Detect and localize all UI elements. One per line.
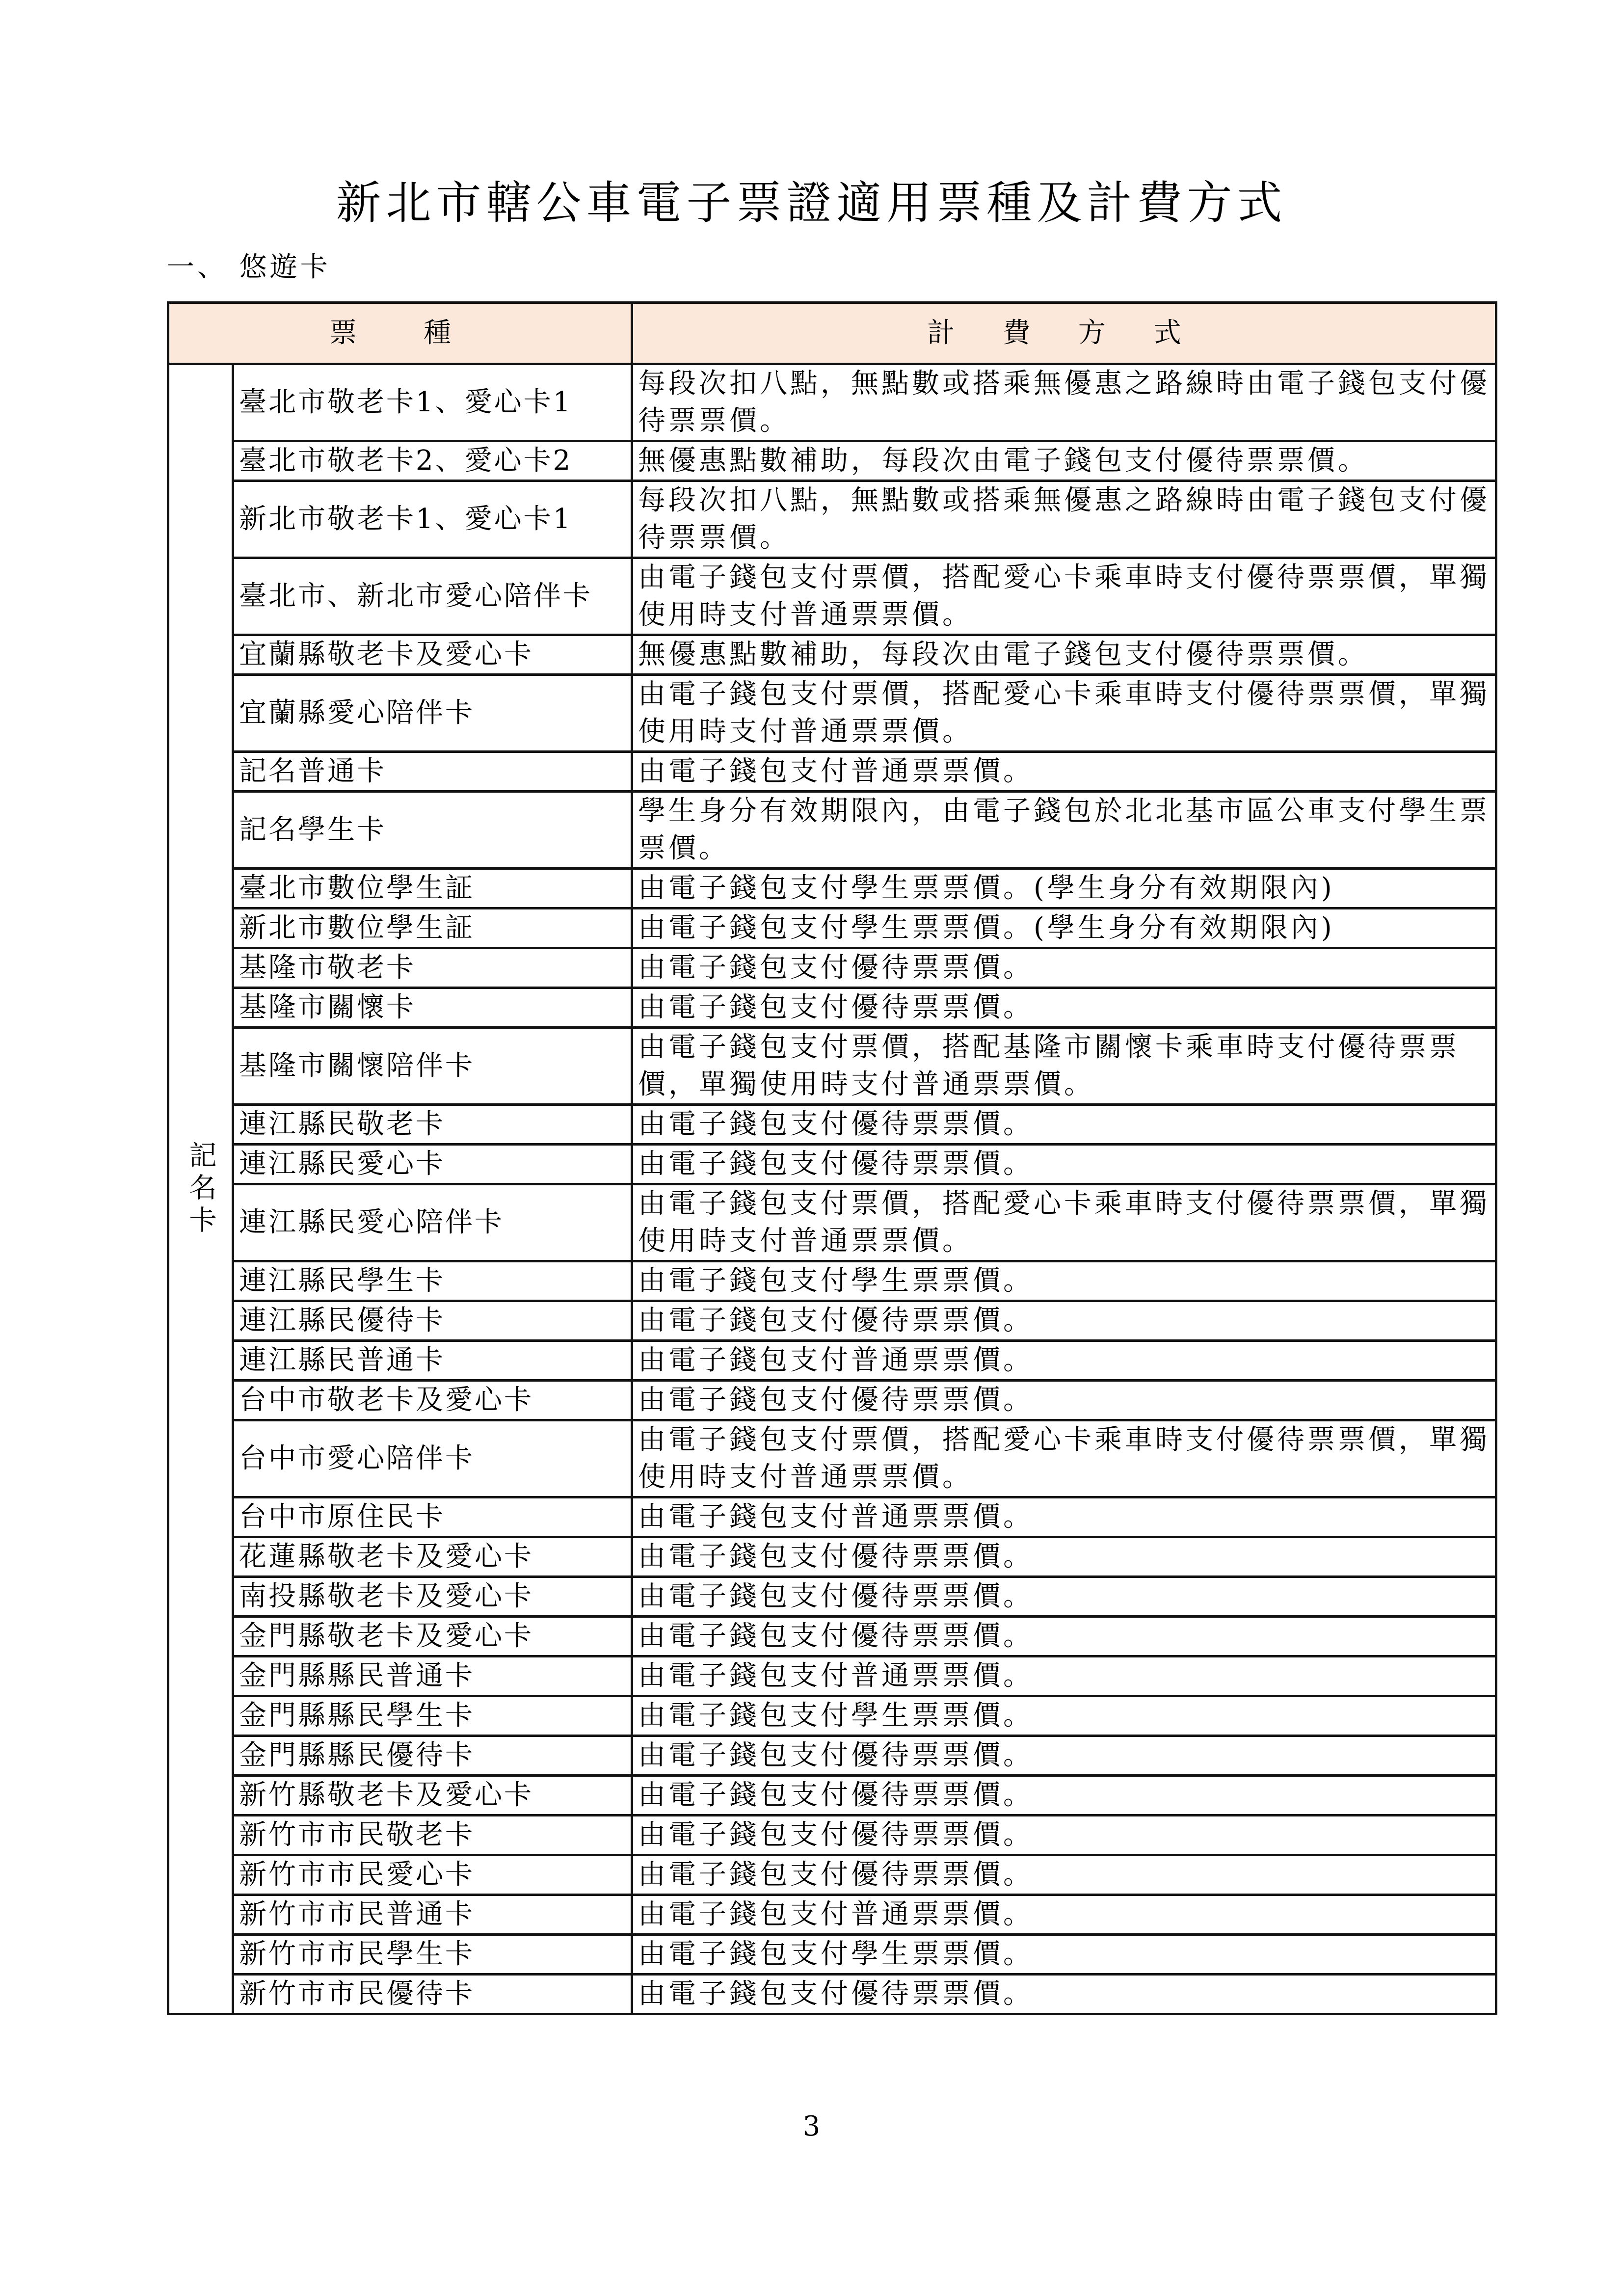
ticket-type-cell: 臺北市敬老卡1、愛心卡1 [233,364,632,441]
table-row [168,908,1496,948]
table-row [168,364,1496,441]
fare-method-cell: 每段次扣八點，無點數或搭乘無優惠之路線時由電子錢包支付優待票票價。 [632,364,1496,441]
ticket-type-cell: 花蓮縣敬老卡及愛心卡 [233,1537,632,1577]
fare-method-cell: 由電子錢包支付優待票票價。 [632,1537,1496,1577]
table-row [168,1497,1496,1537]
ticket-type-cell: 新竹市市民敬老卡 [233,1815,632,1855]
ticket-type-cell: 宜蘭縣敬老卡及愛心卡 [233,635,632,675]
section-heading: 一、 悠遊卡 [167,251,331,283]
ticket-type-cell: 新竹市市民普通卡 [233,1895,632,1935]
table-row [168,988,1496,1028]
fare-method-cell: 由電子錢包支付優待票票價。 [632,1301,1496,1341]
ticket-type-cell: 金門縣縣民普通卡 [233,1656,632,1696]
table-row [168,1261,1496,1301]
table-row [168,1028,1496,1105]
header-ticket-type: 票 種 [168,303,632,364]
ticket-type-cell: 台中市愛心陪伴卡 [233,1420,632,1497]
ticket-type-cell: 臺北市、新北市愛心陪伴卡 [233,558,632,635]
fare-method-cell: 由電子錢包支付優待票票價。 [632,1975,1496,2014]
fare-method-cell: 由電子錢包支付普通票票價。 [632,1895,1496,1935]
fare-method-cell: 由電子錢包支付普通票票價。 [632,1497,1496,1537]
header-fare-method: 計 費 方 式 [632,303,1496,364]
table-row [168,1537,1496,1577]
ticket-type-cell: 新竹縣敬老卡及愛心卡 [233,1776,632,1815]
ticket-type-cell: 連江縣民敬老卡 [233,1105,632,1145]
table-row [168,869,1496,908]
table-row [168,1381,1496,1420]
fare-method-cell: 由電子錢包支付學生票票價。 [632,1696,1496,1736]
table-row [168,441,1496,481]
fare-method-cell: 由電子錢包支付優待票票價。 [632,1105,1496,1145]
table-header-row [168,303,1496,364]
table-row [168,1696,1496,1736]
table-row [168,1975,1496,2014]
ticket-type-cell: 基隆市敬老卡 [233,948,632,988]
ticket-type-cell: 基隆市關懷陪伴卡 [233,1028,632,1105]
fare-method-cell: 由電子錢包支付學生票票價。 [632,1935,1496,1975]
fare-method-cell: 由電子錢包支付普通票票價。 [632,752,1496,792]
fare-method-cell: 由電子錢包支付學生票票價。(學生身分有效期限內) [632,908,1496,948]
fare-method-cell: 由電子錢包支付票價，搭配愛心卡乘車時支付優待票票價，單獨使用時支付普通票票價。 [632,558,1496,635]
ticket-type-cell: 連江縣民愛心陪伴卡 [233,1184,632,1261]
table-row [168,1776,1496,1815]
table-row [168,1855,1496,1895]
ticket-type-cell: 臺北市敬老卡2、愛心卡2 [233,441,632,481]
ticket-type-cell: 新北市敬老卡1、愛心卡1 [233,481,632,558]
ticket-type-cell: 台中市敬老卡及愛心卡 [233,1381,632,1420]
ticket-type-cell: 宜蘭縣愛心陪伴卡 [233,675,632,752]
fare-method-cell: 無優惠點數補助，每段次由電子錢包支付優待票票價。 [632,635,1496,675]
table-row [168,1301,1496,1341]
fare-method-cell: 由電子錢包支付學生票票價。 [632,1261,1496,1301]
table-row [168,1341,1496,1381]
table-row [168,1420,1496,1497]
document-title: 新北市轄公車電子票證適用票種及計費方式 [336,177,1287,229]
table-row [168,792,1496,869]
ticket-type-cell: 新竹市市民愛心卡 [233,1855,632,1895]
fare-method-cell: 由電子錢包支付普通票票價。 [632,1656,1496,1696]
table-row [168,1577,1496,1617]
fare-method-cell: 由電子錢包支付優待票票價。 [632,1736,1496,1776]
fare-method-cell: 每段次扣八點，無點數或搭乘無優惠之路線時由電子錢包支付優待票票價。 [632,481,1496,558]
table-row [168,1736,1496,1776]
table-row [168,1105,1496,1145]
ticket-type-cell: 南投縣敬老卡及愛心卡 [233,1577,632,1617]
fare-method-cell: 由電子錢包支付優待票票價。 [632,988,1496,1028]
table-row [168,1617,1496,1656]
fare-method-cell: 由電子錢包支付優待票票價。 [632,1577,1496,1617]
ticket-type-cell: 金門縣縣民學生卡 [233,1696,632,1736]
fare-method-cell: 由電子錢包支付票價，搭配愛心卡乘車時支付優待票票價，單獨使用時支付普通票票價。 [632,1184,1496,1261]
ticket-type-cell: 金門縣敬老卡及愛心卡 [233,1617,632,1656]
fare-table-body [168,364,1496,2014]
fare-method-cell: 由電子錢包支付優待票票價。 [632,1381,1496,1420]
group-label-registered-card: 記名卡 [168,364,233,2014]
table-row [168,1895,1496,1935]
fare-table [167,301,1497,2015]
table-row [168,1656,1496,1696]
fare-method-cell: 由電子錢包支付優待票票價。 [632,1776,1496,1815]
fare-method-cell: 由電子錢包支付普通票票價。 [632,1341,1496,1381]
ticket-type-cell: 基隆市關懷卡 [233,988,632,1028]
ticket-type-cell: 連江縣民學生卡 [233,1261,632,1301]
fare-method-cell: 由電子錢包支付學生票票價。(學生身分有效期限內) [632,869,1496,908]
page-number: 3 [802,2110,821,2142]
table-row [168,675,1496,752]
ticket-type-cell: 連江縣民普通卡 [233,1341,632,1381]
fare-method-cell: 由電子錢包支付優待票票價。 [632,1815,1496,1855]
ticket-type-cell: 連江縣民優待卡 [233,1301,632,1341]
ticket-type-cell: 臺北市數位學生証 [233,869,632,908]
fare-method-cell: 由電子錢包支付票價，搭配愛心卡乘車時支付優待票票價，單獨使用時支付普通票票價。 [632,675,1496,752]
ticket-type-cell: 金門縣縣民優待卡 [233,1736,632,1776]
ticket-type-cell: 連江縣民愛心卡 [233,1145,632,1184]
fare-method-cell: 無優惠點數補助，每段次由電子錢包支付優待票票價。 [632,441,1496,481]
ticket-type-cell: 新竹市市民優待卡 [233,1975,632,2014]
fare-method-cell: 由電子錢包支付優待票票價。 [632,1145,1496,1184]
table-row [168,1815,1496,1855]
table-row [168,635,1496,675]
fare-method-cell: 由電子錢包支付優待票票價。 [632,1617,1496,1656]
fare-method-cell: 由電子錢包支付票價，搭配愛心卡乘車時支付優待票票價，單獨使用時支付普通票票價。 [632,1420,1496,1497]
ticket-type-cell: 新竹市市民學生卡 [233,1935,632,1975]
table-row [168,558,1496,635]
table-row [168,1184,1496,1261]
ticket-type-cell: 新北市數位學生証 [233,908,632,948]
table-row [168,1145,1496,1184]
ticket-type-cell: 記名學生卡 [233,792,632,869]
fare-method-cell: 由電子錢包支付優待票票價。 [632,1855,1496,1895]
fare-method-cell: 由電子錢包支付票價，搭配基隆市關懷卡乘車時支付優待票票價，單獨使用時支付普通票票價。 [632,1028,1496,1105]
table-row [168,752,1496,792]
ticket-type-cell: 記名普通卡 [233,752,632,792]
table-row [168,481,1496,558]
fare-method-cell: 學生身分有效期限內，由電子錢包於北北基市區公車支付學生票票價。 [632,792,1496,869]
fare-method-cell: 由電子錢包支付優待票票價。 [632,948,1496,988]
table-row [168,948,1496,988]
table-row [168,1935,1496,1975]
ticket-type-cell: 台中市原住民卡 [233,1497,632,1537]
